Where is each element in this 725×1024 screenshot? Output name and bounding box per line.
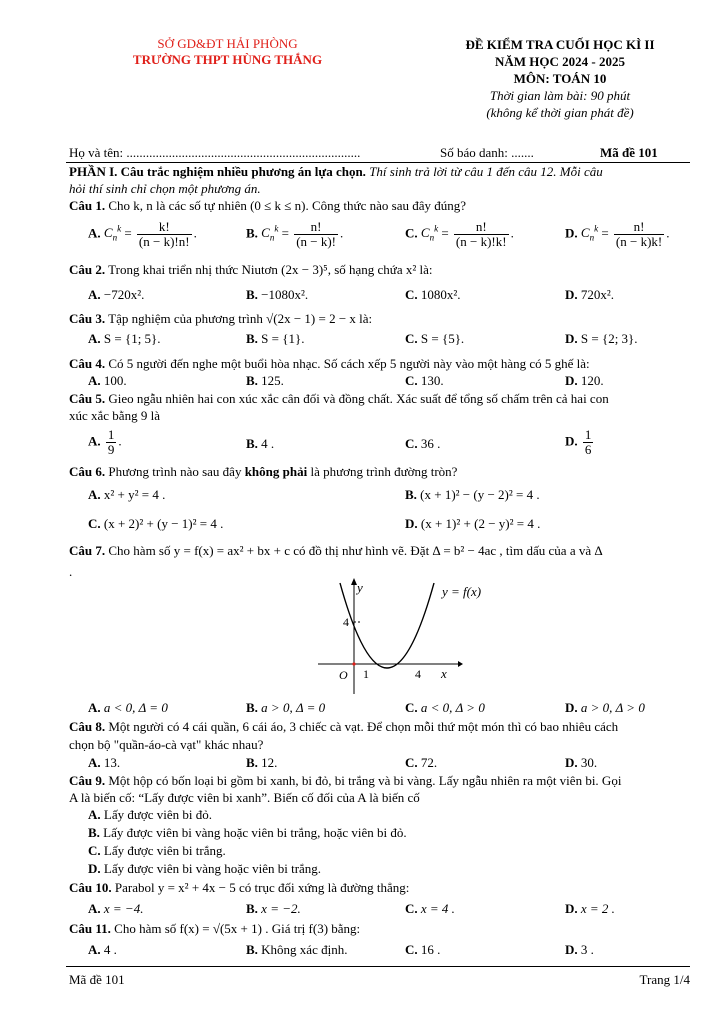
question-8: Câu 8. Một người có 4 cái quần, 6 cái áo, 3 chiếc cà vạt. Để chọn mỗi thứ một món thì có bao nhiêu cách xyxy=(69,719,619,734)
q6-option-c[interactable]: C. (x + 2)² + (y − 1)² = 4 . xyxy=(88,516,224,531)
question-7: Câu 7. Cho hàm số y = f(x) = ax² + bx + c có đồ thị như hình vẽ. Đặt Δ = b² − 4ac , tìm dấu của a và Δ xyxy=(69,543,603,558)
q9-option-a[interactable]: A. Lấy được viên bi đỏ. xyxy=(88,807,213,822)
q10-option-b[interactable]: B. x = −2. xyxy=(246,901,301,916)
q8-option-d[interactable]: D. 30. xyxy=(565,755,598,770)
q3-option-a[interactable]: A. S = {1; 5}. xyxy=(88,331,161,346)
q5-option-c[interactable]: C. 36 . xyxy=(405,436,441,451)
q2-option-d[interactable]: D. 720x². xyxy=(565,287,615,302)
q7-option-d[interactable]: D. a > 0, Δ > 0 xyxy=(565,700,645,715)
q5-option-d[interactable]: D. $\frac{1}{6}$ xyxy=(565,427,592,457)
header-left xyxy=(100,36,355,68)
q1-label: Câu 1. xyxy=(69,198,106,213)
q1-option-d[interactable]: D. $C_n^k$ = $\frac{n!}{(n - k)k!}$ . xyxy=(565,219,670,249)
q1-option-b[interactable]: B. $C_n^k$ = $\frac{n!}{(n - k)!}$ . xyxy=(246,219,344,249)
time-note: (không kể thời gian phát đề) xyxy=(486,105,634,120)
q1-option-a[interactable]: A. $C_n^k$ = $\frac{k!}{(n - k)!n!}$ . xyxy=(88,219,197,249)
q3-option-d[interactable]: D. S = {2; 3}. xyxy=(565,331,638,346)
q1-text: Cho k, n là các số tự nhiên (0 ≤ k ≤ n). Công thức nào sau đây đúng? xyxy=(105,198,467,213)
curve-label: y = f(x) xyxy=(442,584,482,599)
q5-text: Gieo ngẫu nhiên hai con xúc xắc cân đối và đồng chất. Xác suất để tổng số chấm trên cả hai con xyxy=(105,391,609,406)
footer-divider xyxy=(66,966,690,967)
q11-option-a[interactable]: A. 4 . xyxy=(88,942,117,957)
x-axis-label: x xyxy=(441,666,447,681)
sbd-field: Số báo danh: ....... xyxy=(440,145,534,160)
question-9: Câu 9. Một hộp có bốn loại bi gồm bi xanh, bi đỏ, bi trắng và bi vàng. Lấy ngẫu nhiên ra một viên bi. Gọi xyxy=(69,773,622,788)
question-10: Câu 10. Parabol y = x² + 4x − 5 có trục đối xứng là đường thẳng: xyxy=(69,880,410,895)
q8-option-b[interactable]: B. 12. xyxy=(246,755,278,770)
origin-dot xyxy=(352,662,355,665)
q9-option-c[interactable]: C. Lấy được viên bi trắng. xyxy=(88,843,226,858)
q11-option-c[interactable]: C. 16 . xyxy=(405,942,441,957)
q4-option-c[interactable]: C. 130. xyxy=(405,373,444,388)
q7-text: Cho hàm số y = f(x) = ax² + bx + c có đồ thị như hình vẽ. Đặt Δ = b² − 4ac , tìm dấu của a và Δ xyxy=(105,543,603,558)
q8-option-a[interactable]: A. 13. xyxy=(88,755,121,770)
q3-text: Tập nghiệm của phương trình √(2x − 1) = 2 − x là: xyxy=(105,311,373,326)
parabola-graph xyxy=(318,578,482,696)
origin-label: O xyxy=(339,668,348,682)
q7-option-a[interactable]: A. a < 0, Δ = 0 xyxy=(88,700,168,715)
q7-option-b[interactable]: B. a > 0, Δ = 0 xyxy=(246,700,326,715)
q8-text-2: chọn bộ "quần-áo-cà vạt" khác nhau? xyxy=(69,737,264,752)
q8-option-c[interactable]: C. 72. xyxy=(405,755,438,770)
question-2: Câu 2. Trong khai triển nhị thức Niutơn (2x − 3)⁵, số hạng chứa x² là: xyxy=(69,262,433,277)
exam-title: ĐỀ KIỂM TRA CUỐI HỌC KÌ II xyxy=(465,37,655,52)
footer-page: Trang 1/4 xyxy=(639,972,690,987)
q2-option-a[interactable]: A. −720x². xyxy=(88,287,145,302)
school-name: TRƯỜNG THPT HÙNG THẮNG xyxy=(132,52,323,67)
x-axis-arrow xyxy=(458,661,463,667)
tick-y-4: 4 xyxy=(343,615,349,629)
q2-option-b[interactable]: B. −1080x². xyxy=(246,287,309,302)
question-4: Câu 4. Có 5 người đến nghe một buổi hòa nhạc. Số cách xếp 5 người này vào một hàng có 5 ghế là: xyxy=(69,356,590,371)
q8-text: Một người có 4 cái quần, 6 cái áo, 3 chiếc cà vạt. Để chọn mỗi thứ một món thì có bao nhiêu cách xyxy=(105,719,619,734)
q2-option-c[interactable]: C. 1080x². xyxy=(405,287,461,302)
q10-option-c[interactable]: C. x = 4 . xyxy=(405,901,455,916)
q9-option-d[interactable]: D. Lấy được viên bi vàng hoặc viên bi trắng. xyxy=(88,861,322,876)
q11-option-b[interactable]: B. Không xác định. xyxy=(246,942,348,957)
q1-option-c[interactable]: C. $C_n^k$ = $\frac{n!}{(n - k)!k!}$ . xyxy=(405,219,514,249)
subject: MÔN: TOÁN 10 xyxy=(513,71,607,86)
q9-option-b[interactable]: B. Lấy được viên bi vàng hoặc viên bi trắng, hoặc viên bi đỏ. xyxy=(88,825,407,840)
q7-text-2: . xyxy=(69,564,73,579)
q6-option-a[interactable]: A. x² + y² = 4 . xyxy=(88,487,166,502)
tick-x-1: 1 xyxy=(363,667,369,681)
question-5: Câu 5. Gieo ngẫu nhiên hai con xúc xắc cân đối và đồng chất. Xác suất để tổng số chấm trên cả hai con xyxy=(69,391,609,406)
q4-option-a[interactable]: A. 100. xyxy=(88,373,127,388)
part1-instr-a: Thí sinh trả lời từ câu 1 đến câu 12. Mỗi câu xyxy=(365,164,603,179)
q9-text-2: A là biến cố: “Lấy được viên bi xanh”. Biến cố đối của A là biến cố xyxy=(69,790,420,805)
dept-name: SỞ GD&ĐT HẢI PHÒNG xyxy=(157,36,298,51)
question-6: Câu 6. Phương trình nào sau đây không phải là phương trình đường tròn? xyxy=(69,464,458,479)
q3-option-c[interactable]: C. S = {5}. xyxy=(405,331,465,346)
part1-title: PHẦN I. Câu trắc nghiệm nhiều phương án lựa chọn. xyxy=(69,164,366,179)
question-3: Câu 3. Tập nghiệm của phương trình √(2x − 1) = 2 − x là: xyxy=(69,311,373,326)
question-11: Câu 11. Cho hàm số f(x) = √(5x + 1) . Giá trị f(3) bằng: xyxy=(69,921,361,936)
footer-code: Mã đề 101 xyxy=(69,972,125,987)
q4-text: Có 5 người đến nghe một buổi hòa nhạc. Số cách xếp 5 người này vào một hàng có 5 ghế là: xyxy=(105,356,590,371)
part1-instr-b: hỏi thí sinh chỉ chọn một phương án. xyxy=(69,181,261,196)
q4-option-b[interactable]: B. 125. xyxy=(246,373,284,388)
q6-option-b[interactable]: B. (x + 1)² − (y − 2)² = 4 . xyxy=(405,487,540,502)
header-right xyxy=(400,36,720,121)
q11-option-d[interactable]: D. 3 . xyxy=(565,942,594,957)
q4-option-d[interactable]: D. 120. xyxy=(565,373,604,388)
part1-line1 xyxy=(69,164,603,180)
school-year: NĂM HỌC 2024 - 2025 xyxy=(495,54,625,69)
q10-option-a[interactable]: A. x = −4. xyxy=(88,901,144,916)
q3-option-b[interactable]: B. S = {1}. xyxy=(246,331,305,346)
q5-text-2: xúc xắc bằng 9 là xyxy=(69,408,160,423)
q2-text: Trong khai triển nhị thức Niutơn (2x − 3)⁵, số hạng chứa x² là: xyxy=(105,262,433,277)
q9-text: Một hộp có bốn loại bi gồm bi xanh, bi đỏ, bi trắng và bi vàng. Lấy ngẫu nhiên ra một viên bi. Gọi xyxy=(105,773,622,788)
q5-option-a[interactable]: A. $\frac{1}{9}$ . xyxy=(88,427,122,457)
q7-option-c[interactable]: C. a < 0, Δ > 0 xyxy=(405,700,485,715)
q10-text: Parabol y = x² + 4x − 5 có trục đối xứng là đường thẳng: xyxy=(111,880,410,895)
q6-option-d[interactable]: D. (x + 1)² + (2 − y)² = 4 . xyxy=(405,516,541,531)
student-name-field: Họ và tên: ........................................................................ xyxy=(69,145,361,160)
q11-text: Cho hàm số f(x) = √(5x + 1) . Giá trị f(3) bằng: xyxy=(110,921,361,936)
y-axis-label: y xyxy=(357,580,363,595)
time-limit: Thời gian làm bài: 90 phút xyxy=(489,88,631,103)
q10-option-d[interactable]: D. x = 2 . xyxy=(565,901,615,916)
q5-option-b[interactable]: B. 4 . xyxy=(246,436,275,451)
tick-x-4: 4 xyxy=(415,667,421,681)
exam-code: Mã đề 101 xyxy=(600,145,658,160)
header-divider xyxy=(66,162,690,163)
question-1 xyxy=(69,198,466,214)
